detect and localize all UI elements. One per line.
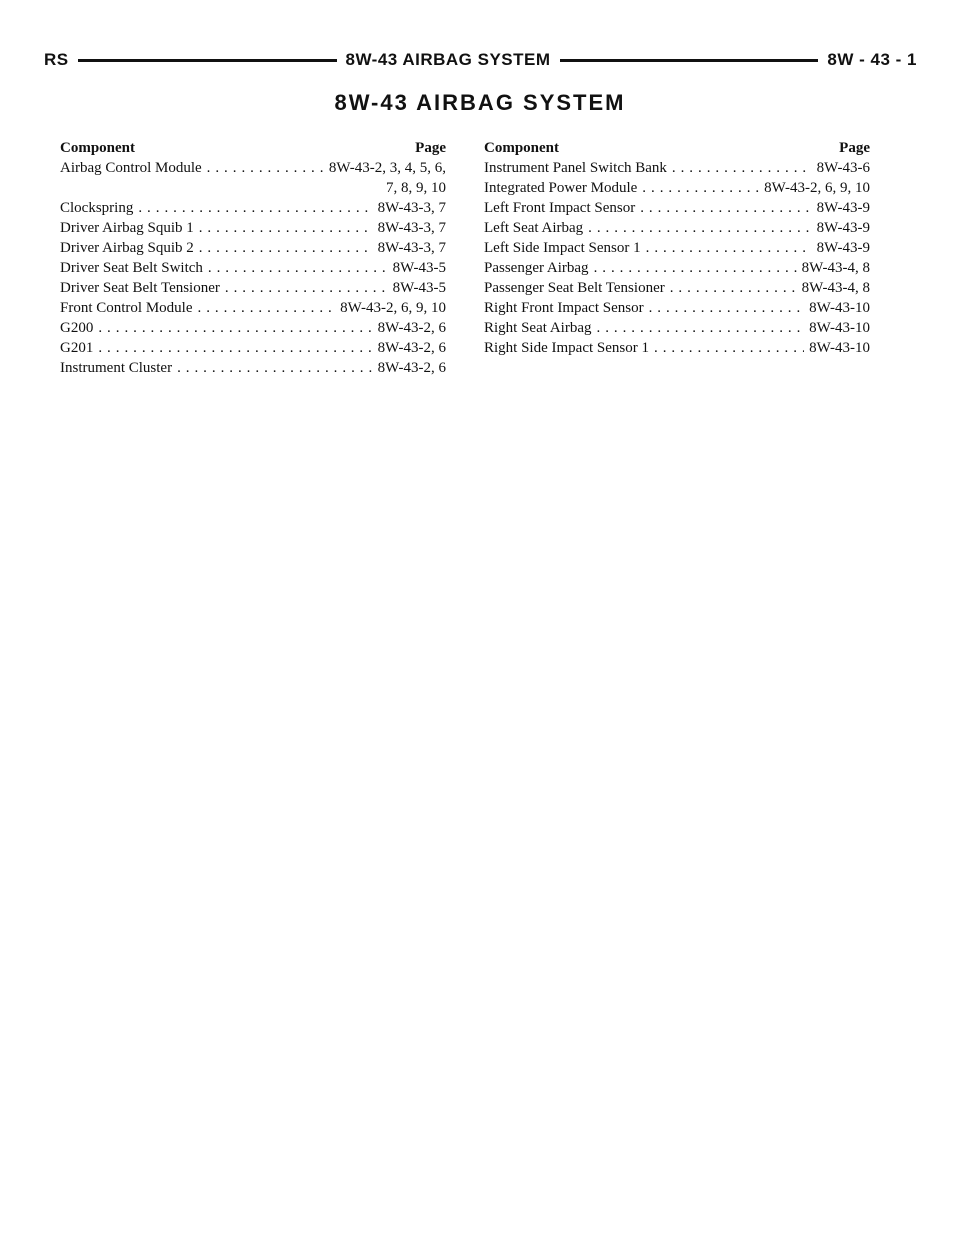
page-reference: 8W-43-9: [816, 220, 870, 236]
index-entries: [60, 158, 446, 378]
index-entry: [60, 338, 446, 358]
header-page-number: 8W - 43 - 1: [827, 50, 917, 69]
component-name: Instrument Cluster: [60, 360, 173, 376]
index-entry: [484, 318, 870, 338]
component-name: Integrated Power Module: [484, 180, 638, 196]
page-column-label: Page: [415, 140, 446, 156]
dot-leader: [597, 318, 805, 338]
index-entry: [484, 218, 870, 238]
dot-leader: [207, 158, 324, 178]
page-reference: 8W-43-2, 6: [377, 320, 446, 336]
dot-leader: [199, 238, 373, 258]
component-name: Clockspring: [60, 200, 134, 216]
component-name: Right Side Impact Sensor 1: [484, 340, 649, 356]
index-entry: [60, 278, 446, 298]
page-reference: 8W-43-3, 7: [377, 200, 446, 216]
page-reference: 8W-43-9: [816, 200, 870, 216]
index-entry: [60, 318, 446, 338]
index-entry: [60, 258, 446, 278]
index-entry: [484, 198, 870, 218]
column-header: [60, 138, 446, 158]
page-reference: 8W-43-2, 6, 9, 10: [340, 300, 446, 316]
page-reference: 8W-43-10: [809, 340, 870, 356]
running-header: [44, 46, 917, 74]
component-column-label: Component: [484, 140, 560, 156]
page-reference: 8W-43-9: [816, 240, 870, 256]
index-entry: [484, 258, 870, 278]
component-name: Instrument Panel Switch Bank: [484, 160, 667, 176]
index-entry: [60, 238, 446, 258]
page-reference-continued: 7, 8, 9, 10: [386, 180, 446, 196]
component-column-label: Component: [60, 140, 136, 156]
index-entry: [60, 298, 446, 318]
dot-leader: [98, 338, 372, 358]
index-entry: [484, 298, 870, 318]
component-name: Left Side Impact Sensor 1: [484, 240, 641, 256]
index-entry: [60, 218, 446, 238]
page-reference: 8W-43-2, 3, 4, 5, 6,: [328, 160, 446, 176]
component-index-right: [484, 138, 870, 358]
dot-leader: [177, 358, 373, 378]
page-reference: 8W-43-2, 6: [377, 340, 446, 356]
page-reference: 8W-43-2, 6: [377, 360, 446, 376]
dot-leader: [225, 278, 388, 298]
page-column-label: Page: [839, 140, 870, 156]
index-entry: [60, 358, 446, 378]
index-entry: [484, 158, 870, 178]
component-name: G201: [60, 340, 94, 356]
dot-leader: [98, 318, 372, 338]
component-name: Right Front Impact Sensor: [484, 300, 644, 316]
component-name: Passenger Airbag: [484, 260, 589, 276]
page-reference: 8W-43-3, 7: [377, 220, 446, 236]
dot-leader: [642, 178, 759, 198]
index-entry: [60, 158, 446, 178]
component-name: Front Control Module: [60, 300, 193, 316]
dot-leader: [672, 158, 812, 178]
component-name: Left Front Impact Sensor: [484, 200, 636, 216]
page-reference: 8W-43-5: [392, 280, 446, 296]
page-reference: 8W-43-4, 8: [801, 260, 870, 276]
page-reference: 8W-43-2, 6, 9, 10: [764, 180, 870, 196]
index-entry: [60, 198, 446, 218]
component-index-left: [60, 138, 446, 378]
page-reference: 8W-43-10: [809, 300, 870, 316]
component-name: Driver Airbag Squib 2: [60, 240, 194, 256]
dot-leader: [208, 258, 388, 278]
index-entries: [484, 158, 870, 358]
dot-leader: [640, 198, 811, 218]
component-name: Airbag Control Module: [60, 160, 202, 176]
dot-leader: [588, 218, 812, 238]
component-name: Left Seat Airbag: [484, 220, 584, 236]
index-entry: [484, 338, 870, 358]
page-reference: 8W-43-5: [392, 260, 446, 276]
component-name: Passenger Seat Belt Tensioner: [484, 280, 665, 296]
dot-leader: [198, 298, 336, 318]
component-name: G200: [60, 320, 94, 336]
dot-leader: [649, 298, 805, 318]
component-name: Driver Seat Belt Tensioner: [60, 280, 220, 296]
header-rule-left: [78, 59, 337, 62]
page-title: 8W-43 AIRBAG SYSTEM: [334, 90, 626, 115]
dot-leader: [594, 258, 797, 278]
header-section-title: 8W-43 AIRBAG SYSTEM: [345, 50, 551, 69]
page-reference: 8W-43-4, 8: [801, 280, 870, 296]
dot-leader: [199, 218, 373, 238]
header-section-code: RS: [44, 50, 69, 69]
index-entry: [484, 178, 870, 198]
column-header: [484, 138, 870, 158]
component-name: Driver Airbag Squib 1: [60, 220, 194, 236]
dot-leader: [138, 198, 372, 218]
page-reference: 8W-43-3, 7: [377, 240, 446, 256]
page-reference: 8W-43-6: [816, 160, 870, 176]
page-reference: 8W-43-10: [809, 320, 870, 336]
dot-leader: [654, 338, 804, 358]
dot-leader: [670, 278, 797, 298]
header-rule-right: [560, 59, 819, 62]
index-entry: [484, 238, 870, 258]
component-name: Right Seat Airbag: [484, 320, 592, 336]
component-name: Driver Seat Belt Switch: [60, 260, 203, 276]
index-entry: [484, 278, 870, 298]
dot-leader: [646, 238, 812, 258]
